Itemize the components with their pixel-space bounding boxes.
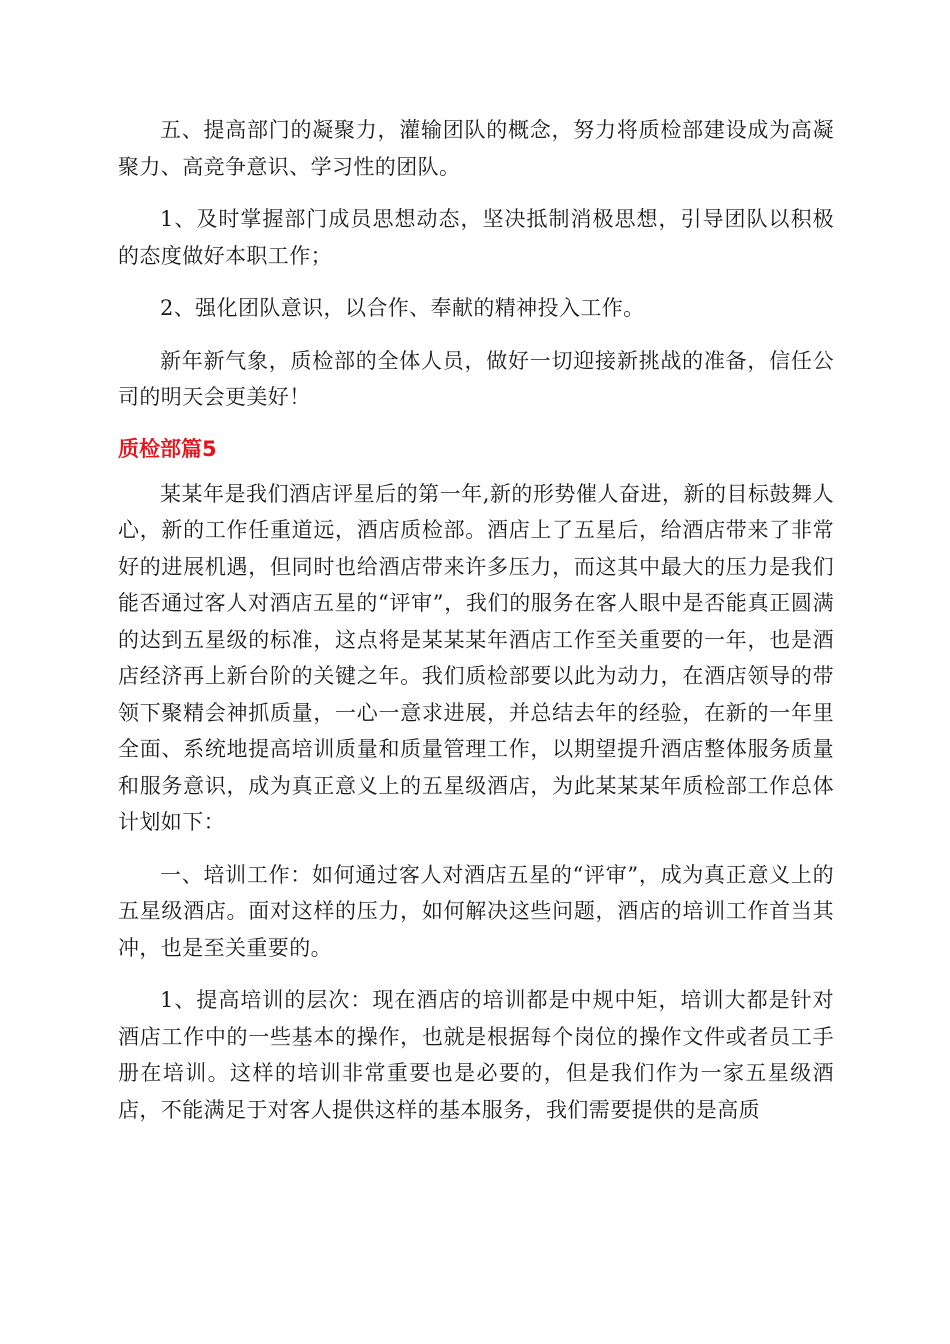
paragraph-training-level: 1、提高培训的层次：现在酒店的培训都是中规中矩，培训大都是针对酒店工作中的一些基本的操作，也就是根据每个岗位的操作文件或者员工手册在培训。这样的培训非常重要也是必要的，但是我们作为一家五星级酒店，不能满足于对客人提供这样的基本服务，我们需要提供的是高质 (118, 988, 834, 1122)
paragraph-training-work: 一、培训工作：如何通过客人对酒店五星的“评审”，成为真正意义上的五星级酒店。面对这样的压力，如何解决这些问题，酒店的培训工作首当其冲，也是至关重要的。 (118, 862, 834, 960)
section-heading: 质检部篇5 (118, 436, 217, 461)
paragraph-team-cohesion: 五、提高部门的凝聚力，灌输团队的概念，努力将质检部建设成为高凝聚力、高竞争意识、学习性的团队。 (118, 118, 834, 179)
paragraph-annual-plan-intro: 某某年是我们酒店评星后的第一年,新的形势催人奋进，新的目标鼓舞人心，新的工作任重道远，酒店质检部。酒店上了五星后，给酒店带来了非常好的进展机遇，但同时也给酒店带来许多压力，而这其中最大的压力是我们能否通过客人对酒店五星的“评审”，我们的服务在客人眼中是否能真正圆满的达到五星级的标准，这点将是某某某年酒店工作至关重要的一年，也是酒店经济再上新台阶的关键之年。我们质检部要以此为动力，在酒店领导的带领下聚精会神抓质量，一心一意求进展，并总结去年的经验，在新的一年里全面、系统地提高培训质量和质量管理工作，以期望提升酒店整体服务质量和服务意识，成为真正意义上的五星级酒店，为此某某某年质检部工作总体计划如下： (118, 481, 834, 834)
paragraph-team-awareness: 2、强化团队意识，以合作、奉献的精神投入工作。 (160, 296, 645, 320)
document-body (118, 112, 834, 1144)
paragraph-grasp-member-thoughts: 1、及时掌握部门成员思想动态，坚决抵制消极思想，引导团队以积极的态度做好本职工作； (118, 207, 834, 268)
paragraph-new-year-outlook: 新年新气象，质检部的全体人员，做好一切迎接新挑战的准备，信任公司的明天会更美好！ (118, 348, 834, 409)
